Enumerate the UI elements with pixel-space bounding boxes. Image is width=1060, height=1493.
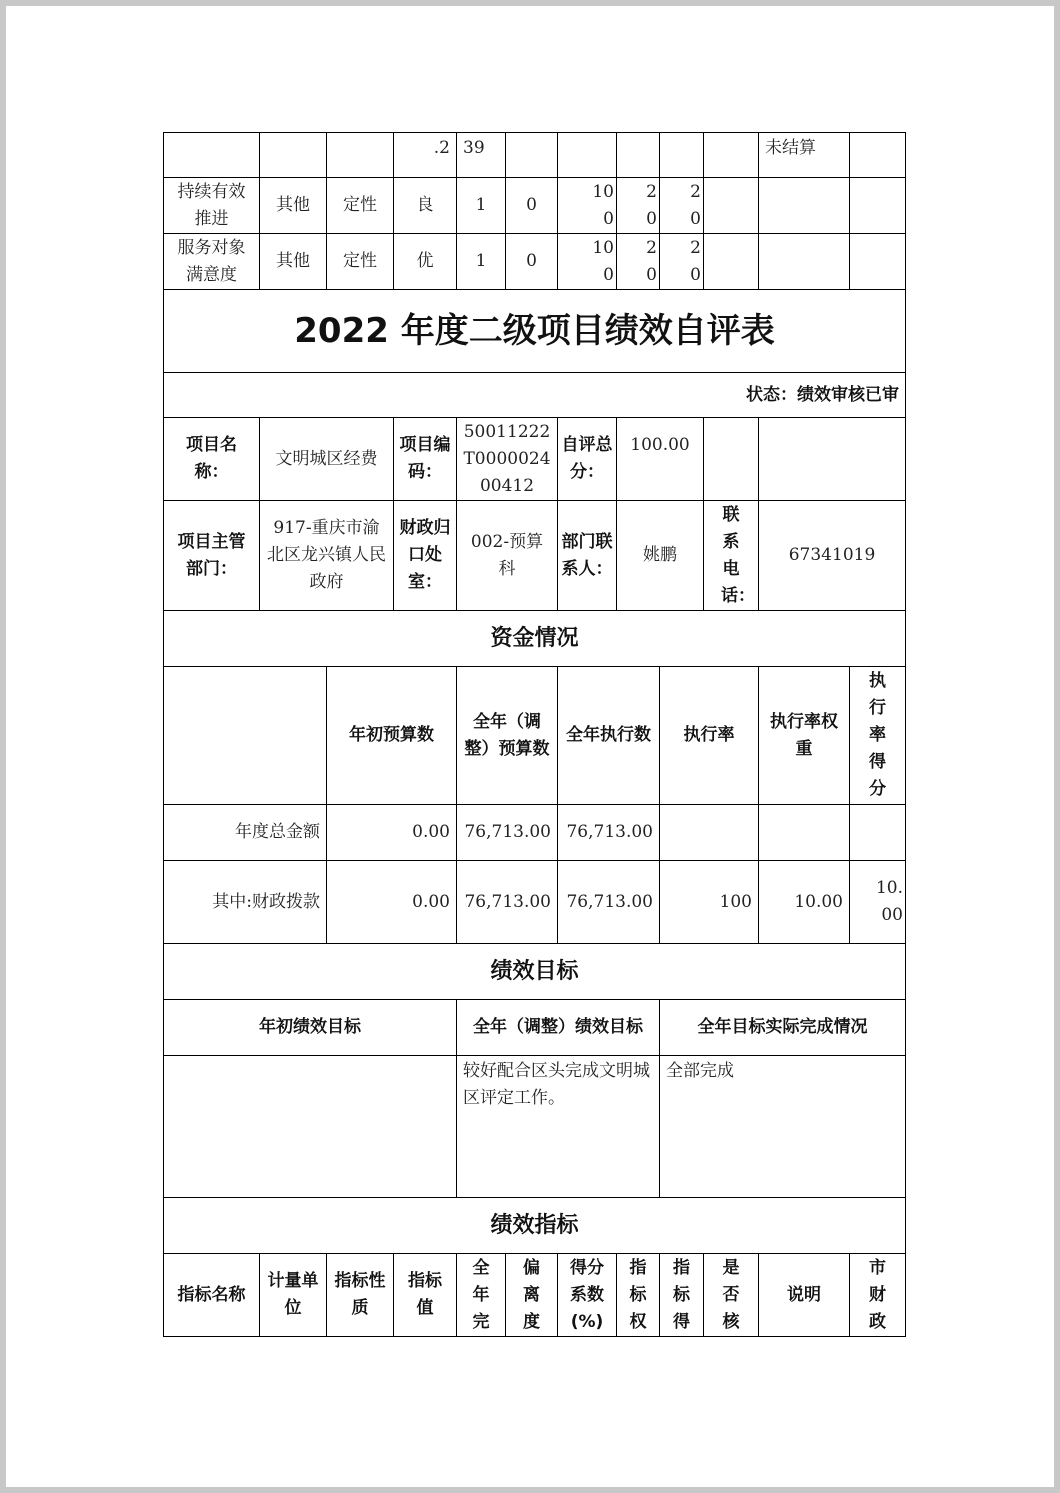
cell <box>703 132 759 178</box>
cell-text: .2 <box>433 138 450 158</box>
indicator-nature <box>326 177 394 234</box>
ind-header-deviation <box>505 1253 558 1337</box>
section-title-goals <box>163 943 906 1000</box>
indicator-unit <box>259 177 327 234</box>
label-text: 项目名称： <box>186 435 237 482</box>
indicator-value <box>393 233 457 290</box>
ind-header-coef <box>557 1253 617 1337</box>
section-text: 绩效目标 <box>490 959 579 984</box>
funds-row-label <box>163 860 327 944</box>
label-text: 联系电话： <box>721 504 755 606</box>
cell-text: 较好配合区头完成文明城区评定工作。 <box>463 1061 650 1108</box>
cell <box>758 132 850 178</box>
project-name <box>259 417 394 501</box>
cell <box>758 233 850 290</box>
header-text: 全年（调整）绩效目标 <box>473 1017 643 1037</box>
cell-text: 其他 <box>276 195 310 215</box>
cell-text: 良 <box>416 195 434 215</box>
cell <box>849 132 906 178</box>
funds-weight <box>758 860 850 944</box>
dept <box>259 500 394 611</box>
funds-adjusted <box>456 804 558 861</box>
cell-text: 100 <box>592 181 614 229</box>
funds-executed <box>557 804 660 861</box>
ind-header-nature <box>326 1253 394 1337</box>
indicator-weight <box>616 233 660 290</box>
value-text: 姚鹏 <box>643 545 677 565</box>
cell-text: 持续有效推进 <box>177 181 246 229</box>
cell-text: 年度总金额 <box>235 822 320 842</box>
funds-rate <box>659 860 759 944</box>
cell-text: 优 <box>416 251 434 271</box>
project-name-label <box>163 417 260 501</box>
funds-header-blank <box>163 666 327 805</box>
cell-text: 76,713.00 <box>566 822 653 842</box>
ind-header-value <box>393 1253 457 1337</box>
ind-header-weight <box>616 1253 660 1337</box>
header-text: 是否核 <box>722 1257 740 1332</box>
cell-text: 定性 <box>343 195 377 215</box>
cell-text: 定性 <box>343 251 377 271</box>
cell-text: 1 <box>475 251 487 271</box>
cell <box>659 132 704 178</box>
header-text: 指标得 <box>673 1257 690 1332</box>
ind-header-score <box>659 1253 704 1337</box>
indicator-nature <box>326 233 394 290</box>
cell-text <box>170 1056 450 1058</box>
title-text: 2022 年度二级项目绩效自评表 <box>294 310 775 351</box>
indicator-unit <box>259 233 327 290</box>
label-text: 自评总分： <box>561 435 613 482</box>
label-text: 部门联系人： <box>561 531 613 579</box>
funds-rate <box>659 804 759 861</box>
funds-header-adjusted <box>456 666 558 805</box>
project-code <box>456 417 558 501</box>
indicator-score <box>659 233 704 290</box>
header-text: 偏离度 <box>523 1257 540 1332</box>
cell <box>393 132 457 178</box>
cell-text: 其他 <box>276 251 310 271</box>
value-text: 50011222T000002400412 <box>463 421 551 496</box>
ind-header-city <box>849 1253 906 1337</box>
cell <box>326 132 394 178</box>
funds-initial <box>326 860 457 944</box>
finance-label <box>393 500 457 611</box>
header-text: 全年执行数 <box>566 725 651 745</box>
cell-text: 未结算 <box>765 138 816 158</box>
cell-text: 39 <box>463 138 485 158</box>
contact <box>616 500 704 611</box>
cell-text: 1 <box>475 195 487 215</box>
cell-text: 76,713.00 <box>464 822 551 842</box>
cell-text: 0 <box>526 195 537 215</box>
funds-weight <box>758 804 850 861</box>
cell-text: 20 <box>646 181 657 229</box>
goals-header-initial <box>163 999 457 1056</box>
cell-text: 20 <box>690 181 701 229</box>
value-text: 917-重庆市渝北区龙兴镇人民政府 <box>267 518 386 592</box>
header-text: 说明 <box>787 1284 821 1305</box>
finance <box>456 500 558 611</box>
indicator-name <box>163 177 260 234</box>
cell <box>703 417 759 501</box>
cell <box>849 177 906 234</box>
value-text: 文明城区经费 <box>275 448 378 469</box>
phone <box>758 500 906 611</box>
cell-text: 其中:财政拨款 <box>212 891 320 912</box>
label-text: 项目主管部门： <box>177 531 246 579</box>
cell <box>703 177 759 234</box>
funds-header-executed <box>557 666 660 805</box>
page-title <box>163 289 906 373</box>
contact-label <box>557 500 617 611</box>
project-code-label <box>393 417 457 501</box>
cell-text: 0.00 <box>412 891 450 912</box>
goals-header-adjusted <box>456 999 660 1056</box>
cell-text: 76,713.00 <box>464 891 551 912</box>
cell-text: 100 <box>719 891 752 912</box>
header-text: 全年完 <box>472 1257 490 1332</box>
cell <box>616 132 660 178</box>
cell <box>163 132 260 178</box>
indicator-complete <box>456 177 506 234</box>
section-text: 资金情况 <box>490 626 579 651</box>
indicator-value <box>393 177 457 234</box>
cell <box>557 132 617 178</box>
indicator-score <box>659 177 704 234</box>
cell <box>758 417 906 501</box>
funds-header-initial <box>326 666 457 805</box>
cell <box>849 233 906 290</box>
indicator-deviation <box>505 233 558 290</box>
header-text: 执行率 <box>683 725 735 745</box>
value-text: 67341019 <box>788 545 876 565</box>
header-text: 指标权 <box>629 1257 647 1332</box>
header-text: 年初绩效目标 <box>259 1017 361 1037</box>
value-text: 002-预算科 <box>470 531 544 579</box>
header-text: 指标名称 <box>177 1284 246 1305</box>
header-text: 指标值 <box>408 1271 442 1318</box>
indicator-name <box>163 233 260 290</box>
section-text: 绩效指标 <box>490 1213 579 1238</box>
indicator-coef <box>557 233 617 290</box>
header-text: 全年（调整）预算数 <box>464 711 550 759</box>
dept-label <box>163 500 260 611</box>
funds-header-score <box>849 666 906 805</box>
phone-label <box>703 500 759 611</box>
label-text: 项目编码： <box>399 435 451 482</box>
goals-initial <box>163 1055 457 1198</box>
funds-score <box>849 804 906 861</box>
cell-text: 服务对象满意度 <box>177 237 246 285</box>
cell-text: 20 <box>646 237 657 285</box>
ind-header-name <box>163 1253 260 1337</box>
funds-header-rate <box>659 666 759 805</box>
ind-header-note <box>758 1253 850 1337</box>
section-title-funds <box>163 610 906 667</box>
header-text: 全年目标实际完成情况 <box>697 1017 868 1037</box>
header-text: 执行率权重 <box>770 711 838 759</box>
document-page <box>6 6 1054 1487</box>
cell-text: 10.00 <box>794 891 843 912</box>
cell-text: 10.00 <box>875 878 903 925</box>
status-badge <box>163 372 906 418</box>
self-score <box>616 417 704 501</box>
funds-row-label <box>163 804 327 861</box>
header-text: 年初预算数 <box>349 725 434 745</box>
section-title-indicators <box>163 1197 906 1254</box>
header-text: 执行率得分 <box>869 671 886 799</box>
cell <box>703 233 759 290</box>
label-text: 财政归口处室： <box>399 518 451 592</box>
goals-adjusted <box>456 1055 660 1198</box>
cell-text: 100 <box>592 237 614 285</box>
ind-header-unit <box>259 1253 327 1337</box>
goals-header-actual <box>659 999 906 1056</box>
cell-text: 0 <box>526 251 537 271</box>
self-score-label <box>557 417 617 501</box>
cell <box>259 132 327 178</box>
header-text: 指标性质 <box>334 1271 386 1318</box>
cell <box>505 132 558 178</box>
funds-header-weight <box>758 666 850 805</box>
ind-header-core <box>703 1253 759 1337</box>
goals-actual <box>659 1055 906 1198</box>
header-text: 市财政 <box>869 1257 886 1332</box>
indicator-coef <box>557 177 617 234</box>
funds-executed <box>557 860 660 944</box>
funds-adjusted <box>456 860 558 944</box>
header-text: 计量单位 <box>267 1271 319 1318</box>
cell-text: 76,713.00 <box>566 891 653 912</box>
cell-text: 20 <box>690 237 701 285</box>
indicator-complete <box>456 233 506 290</box>
indicator-deviation <box>505 177 558 234</box>
funds-score <box>849 860 906 944</box>
cell-text: 全部完成 <box>666 1061 734 1081</box>
cell <box>456 132 506 178</box>
cell-text: 0.00 <box>412 822 450 842</box>
value-text: 100.00 <box>630 435 690 455</box>
ind-header-complete <box>456 1253 506 1337</box>
funds-initial <box>326 804 457 861</box>
status-text: 状态：绩效审核已审 <box>746 384 899 405</box>
indicator-weight <box>616 177 660 234</box>
cell <box>758 177 850 234</box>
header-text: 得分系数(%) <box>570 1257 604 1332</box>
